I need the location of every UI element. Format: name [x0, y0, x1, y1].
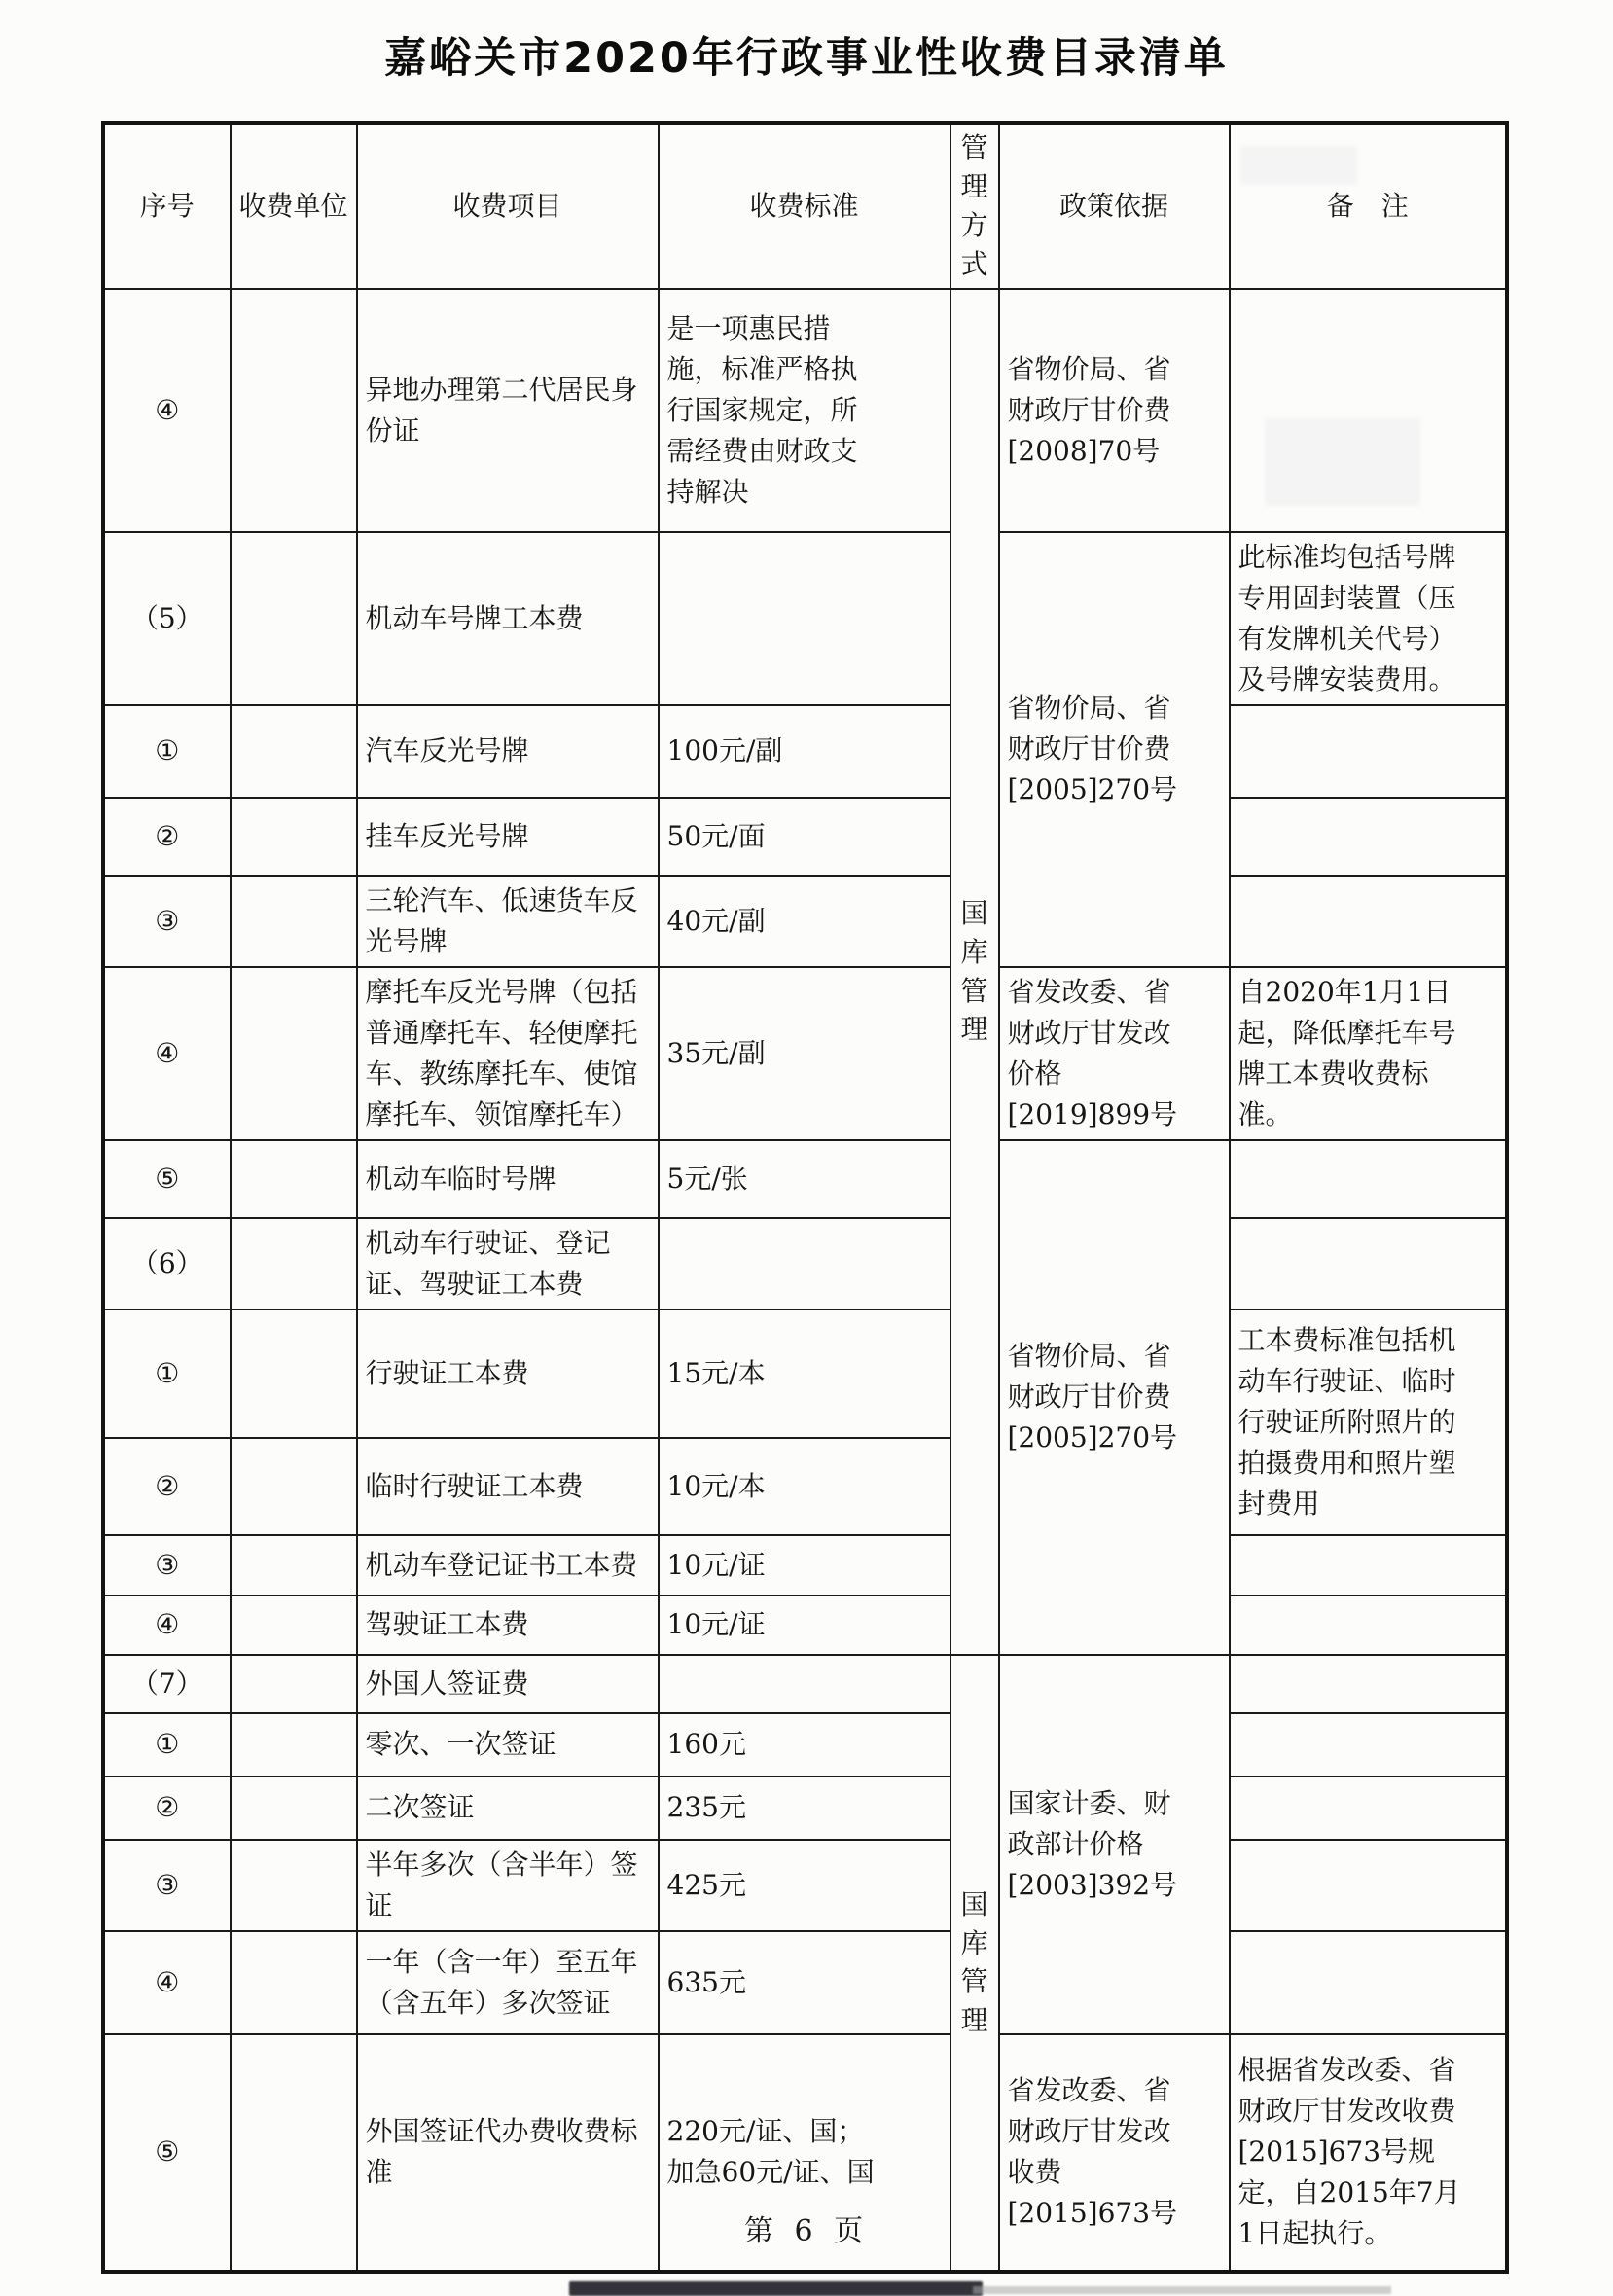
- table-row: [104, 1596, 1507, 1655]
- cell-policy-text: 省物价局、省财政厅甘价费[2005]270号: [1007, 1340, 1178, 1453]
- cell-remark: [1230, 1596, 1507, 1655]
- header-management: [950, 124, 999, 289]
- cell-index: ④: [104, 1931, 231, 2034]
- cell-index: ②: [104, 1776, 231, 1840]
- cell-standard: [659, 1655, 950, 1713]
- cell-standard-text: 220元/证、国；加急60元/证、国: [666, 2115, 875, 2189]
- cell-policy-text: 省发改委、省财政厅甘发改收费[2015]673号: [1007, 2074, 1178, 2230]
- cell-standard: [659, 532, 950, 705]
- cell-unit: [231, 1655, 357, 1713]
- header-management-label: 管理方式: [960, 131, 988, 280]
- table-row: [104, 1931, 1507, 2034]
- cell-index: ③: [104, 876, 231, 967]
- cell-remark: [1230, 1840, 1507, 1931]
- cell-standard: [659, 289, 950, 532]
- cell-policy-text: 省物价局、省财政厅甘价费[2008]70号: [1007, 352, 1171, 467]
- scan-artifact-light: [973, 2286, 1391, 2294]
- cell-index: ④: [104, 1596, 231, 1655]
- cell-index: ③: [104, 1840, 231, 1931]
- cell-item: 异地办理第二代居民身份证: [357, 289, 659, 532]
- cell-standard: [659, 1218, 950, 1309]
- header-index: 序号: [104, 124, 231, 289]
- cell-index: ②: [104, 798, 231, 876]
- cell-item: 一年（含一年）至五年（含五年）多次签证: [357, 1931, 659, 2034]
- cell-item: 外国人签证费: [357, 1655, 659, 1713]
- cell-standard: 15元/本: [659, 1309, 950, 1438]
- table-row: [104, 705, 1507, 798]
- cell-unit: [231, 532, 357, 705]
- cell-unit: [231, 876, 357, 967]
- cell-remark: [1230, 532, 1507, 705]
- cell-management-group1: [950, 289, 999, 1655]
- cell-index: ④: [104, 289, 231, 532]
- cell-standard: 10元/证: [659, 1535, 950, 1596]
- table-row: [104, 1840, 1507, 1931]
- cell-unit: [231, 1713, 357, 1776]
- management-label: 国库管理: [960, 897, 988, 1046]
- header-standard: 收费标准: [659, 124, 950, 289]
- cell-index: ④: [104, 967, 231, 1140]
- scan-bleedthrough-mark: [1240, 146, 1357, 185]
- scan-artifact-dark: [569, 2281, 983, 2296]
- cell-unit: [231, 1840, 357, 1931]
- page-number: 第 6 页: [743, 2214, 870, 2248]
- cell-index: （7）: [104, 1655, 231, 1713]
- cell-remark: [1230, 1931, 1507, 2034]
- scan-bleedthrough-mark: [1265, 418, 1420, 506]
- cell-standard: 50元/面: [659, 798, 950, 876]
- table-row: [104, 1218, 1507, 1309]
- cell-index: （6）: [104, 1218, 231, 1309]
- cell-item: 机动车号牌工本费: [357, 532, 659, 705]
- cell-index: ①: [104, 1713, 231, 1776]
- cell-item: 摩托车反光号牌（包括普通摩托车、轻便摩托车、教练摩托车、使馆摩托车、领馆摩托车）: [357, 967, 659, 1140]
- cell-item: 半年多次（含半年）签证: [357, 1840, 659, 1931]
- cell-index: ①: [104, 1309, 231, 1438]
- cell-item: 挂车反光号牌: [357, 798, 659, 876]
- cell-unit: [231, 705, 357, 798]
- cell-standard: 425元: [659, 1840, 950, 1931]
- cell-unit: [231, 1776, 357, 1840]
- cell-standard: 100元/副: [659, 705, 950, 798]
- cell-remark: [1230, 1140, 1507, 1218]
- cell-item: 二次签证: [357, 1776, 659, 1840]
- cell-unit: [231, 1535, 357, 1596]
- cell-unit: [231, 1438, 357, 1535]
- cell-management-group2: [950, 1655, 999, 2272]
- cell-policy-text: 省发改委、省财政厅甘发改价格[2019]899号: [1007, 975, 1178, 1130]
- cell-policy: [999, 532, 1230, 967]
- cell-index: ①: [104, 705, 231, 798]
- table-row: [104, 1655, 1507, 1713]
- cell-standard: 40元/副: [659, 876, 950, 967]
- table-row: [104, 1713, 1507, 1776]
- cell-remark: [1230, 1655, 1507, 1713]
- cell-standard: 5元/张: [659, 1140, 950, 1218]
- cell-unit: [231, 1218, 357, 1309]
- cell-item: 临时行驶证工本费: [357, 1438, 659, 1535]
- cell-remark-text: 工本费标准包括机动车行驶证、临时行驶证所附照片的拍摄费用和照片塑封费用: [1237, 1323, 1456, 1520]
- cell-remark: [1230, 967, 1507, 1140]
- cell-standard: 160元: [659, 1713, 950, 1776]
- cell-unit: [231, 1596, 357, 1655]
- table-row: [104, 798, 1507, 876]
- cell-remark-text: 此标准均包括号牌专用固封装置（压有发牌机关代号）及号牌安装费用。: [1237, 540, 1456, 696]
- cell-unit: [231, 1140, 357, 1218]
- cell-item: 汽车反光号牌: [357, 705, 659, 798]
- cell-standard: 635元: [659, 1931, 950, 2034]
- cell-index: ⑤: [104, 1140, 231, 1218]
- cell-item: 机动车临时号牌: [357, 1140, 659, 1218]
- table-row: [104, 1309, 1507, 1438]
- header-remark: 备 注: [1230, 124, 1507, 289]
- cell-remark: [1230, 1218, 1507, 1309]
- cell-remark: [1230, 1535, 1507, 1596]
- cell-policy: [999, 289, 1230, 532]
- table-row: [104, 1776, 1507, 1840]
- cell-policy-text: 省物价局、省财政厅甘价费[2005]270号: [1007, 692, 1178, 806]
- table-row: [104, 967, 1507, 1140]
- cell-remark-text: 根据省发改委、省财政厅甘发改收费[2015]673号规定，自2015年7月1日起执行。: [1237, 2054, 1461, 2250]
- cell-item: 行驶证工本费: [357, 1309, 659, 1438]
- cell-index: ③: [104, 1535, 231, 1596]
- cell-unit: [231, 967, 357, 1140]
- cell-remark: [1230, 1713, 1507, 1776]
- cell-unit: [231, 1931, 357, 2034]
- cell-remark: [1230, 1776, 1507, 1840]
- cell-policy: [999, 1140, 1230, 1655]
- header-unit: 收费单位: [231, 124, 357, 289]
- cell-item: 三轮汽车、低速货车反光号牌: [357, 876, 659, 967]
- cell-standard: 35元/副: [659, 967, 950, 1140]
- cell-remark: [1230, 798, 1507, 876]
- cell-item: 外国签证代办费收费标准: [357, 2034, 659, 2272]
- cell-unit: [231, 798, 357, 876]
- cell-policy: [999, 1655, 1230, 2034]
- cell-item: 机动车行驶证、登记证、驾驶证工本费: [357, 1218, 659, 1309]
- cell-remark-text: 自2020年1月1日起，降低摩托车号牌工本费收费标准。: [1237, 975, 1456, 1130]
- page-title: 嘉峪关市2020年行政事业性收费目录清单: [384, 34, 1229, 83]
- cell-standard: 10元/本: [659, 1438, 950, 1535]
- cell-item: 机动车登记证书工本费: [357, 1535, 659, 1596]
- table-row: [104, 1535, 1507, 1596]
- cell-standard: 10元/证: [659, 1596, 950, 1655]
- cell-index: ②: [104, 1438, 231, 1535]
- cell-policy-text: 国家计委、财政部计价格[2003]392号: [1007, 1786, 1178, 1901]
- header-policy: 政策依据: [999, 124, 1230, 289]
- cell-unit: [231, 1309, 357, 1438]
- management-label: 国库管理: [960, 1887, 988, 2036]
- table-row: [104, 1140, 1507, 1218]
- cell-index: （5）: [104, 532, 231, 705]
- cell-item: 驾驶证工本费: [357, 1596, 659, 1655]
- cell-remark: [1230, 1309, 1507, 1535]
- cell-standard-text: 是一项惠民措施，标准严格执行国家规定，所需经费由财政支持解决: [666, 311, 858, 508]
- cell-policy: [999, 967, 1230, 1140]
- table-row: [104, 532, 1507, 705]
- table-row: [104, 876, 1507, 967]
- cell-remark: [1230, 705, 1507, 798]
- cell-standard: 235元: [659, 1776, 950, 1840]
- header-item: 收费项目: [357, 124, 659, 289]
- cell-item: 零次、一次签证: [357, 1713, 659, 1776]
- cell-index: ⑤: [104, 2034, 231, 2272]
- cell-unit: [231, 289, 357, 532]
- cell-remark: [1230, 876, 1507, 967]
